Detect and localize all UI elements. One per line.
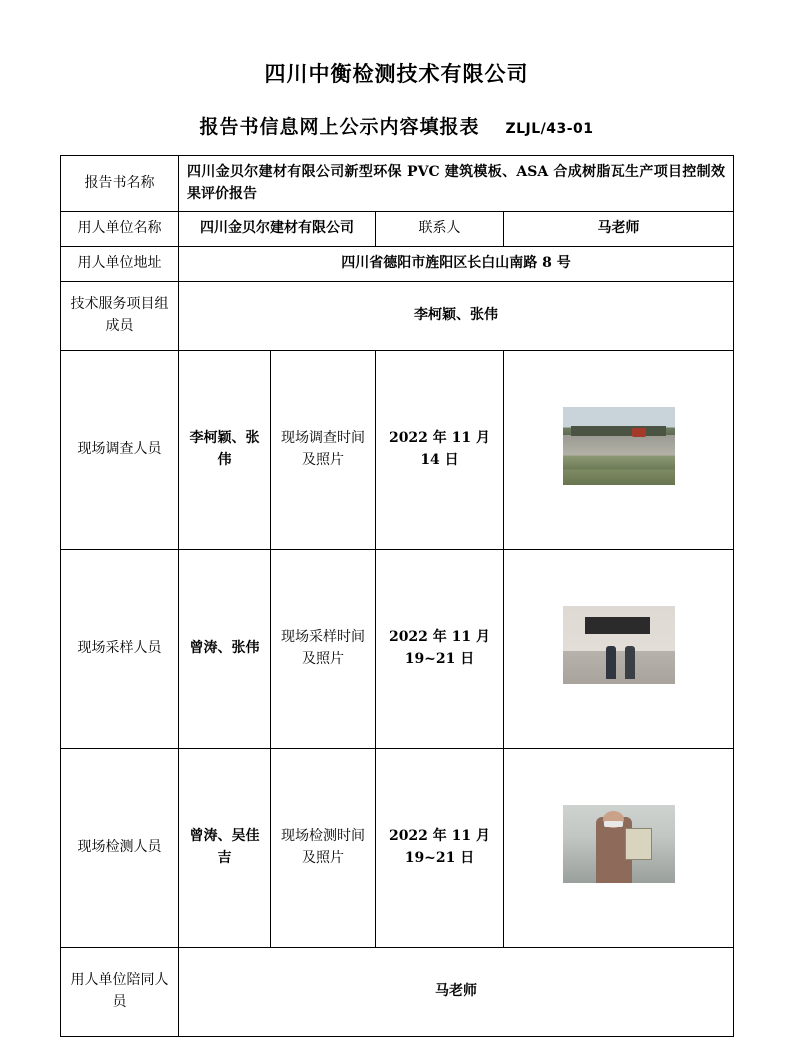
report-info-table [60, 155, 734, 1037]
value-survey-date: 2022 年 11 月 14 日 [376, 350, 504, 549]
sampling-room-photo [563, 606, 675, 684]
form-title: 报告书信息网上公示内容填报表 [199, 116, 480, 138]
table-row-team-members [61, 281, 734, 350]
label-team-members: 技术服务项目组成员 [61, 281, 179, 350]
form-code: ZLJL/43-01 [505, 121, 594, 137]
value-report-name: 四川金贝尔建材有限公司新型环保 PVC 建筑模板、ASA 合成树脂瓦生产项目控制效果评价报告 [179, 156, 734, 212]
site-survey-photo [563, 407, 675, 485]
table-row-report-name [61, 156, 734, 212]
worker-sampling-photo [563, 805, 675, 883]
value-survey-staff: 李柯颖、张伟 [179, 350, 271, 549]
table-row-employer-address [61, 247, 734, 282]
label-sampling-time-photo: 现场采样时间及照片 [271, 549, 376, 748]
person-figure [625, 646, 635, 679]
form-title-row [60, 112, 733, 139]
label-survey-time-photo: 现场调查时间及照片 [271, 350, 376, 549]
survey-photo-cell [504, 350, 734, 549]
label-survey-staff: 现场调查人员 [61, 350, 179, 549]
company-title: 四川中衡检测技术有限公司 [264, 61, 529, 86]
table-row-accompany [61, 947, 734, 1036]
value-employer-name: 四川金贝尔建材有限公司 [179, 212, 376, 247]
person-figure [606, 646, 616, 679]
label-sampling-staff: 现场采样人员 [61, 549, 179, 748]
label-employer-address: 用人单位地址 [61, 247, 179, 282]
label-testing-staff: 现场检测人员 [61, 748, 179, 947]
label-report-name: 报告书名称 [61, 156, 179, 212]
table-row-testing [61, 748, 734, 947]
label-accompany-staff: 用人单位陪同人员 [61, 947, 179, 1036]
value-employer-address: 四川省德阳市旌阳区长白山南路 8 号 [179, 247, 734, 282]
label-contact-person: 联系人 [376, 212, 504, 247]
label-employer-name: 用人单位名称 [61, 212, 179, 247]
sampler-backpack-shape [625, 828, 652, 860]
value-accompany-staff: 马老师 [179, 947, 734, 1036]
value-testing-staff: 曾涛、吴佳吉 [179, 748, 271, 947]
value-team-members: 李柯颖、张伟 [179, 281, 734, 350]
face-mask-shape [604, 821, 623, 827]
testing-photo-cell [504, 748, 734, 947]
value-sampling-date: 2022 年 11 月 19~21 日 [376, 549, 504, 748]
value-sampling-staff: 曾涛、张伟 [179, 549, 271, 748]
table-row-employer-name [61, 212, 734, 247]
sampling-photo-cell [504, 549, 734, 748]
value-testing-date: 2022 年 11 月 19~21 日 [376, 748, 504, 947]
value-contact-person: 马老师 [504, 212, 734, 247]
table-row-sampling [61, 549, 734, 748]
table-row-survey [61, 350, 734, 549]
label-testing-time-photo: 现场检测时间及照片 [271, 748, 376, 947]
